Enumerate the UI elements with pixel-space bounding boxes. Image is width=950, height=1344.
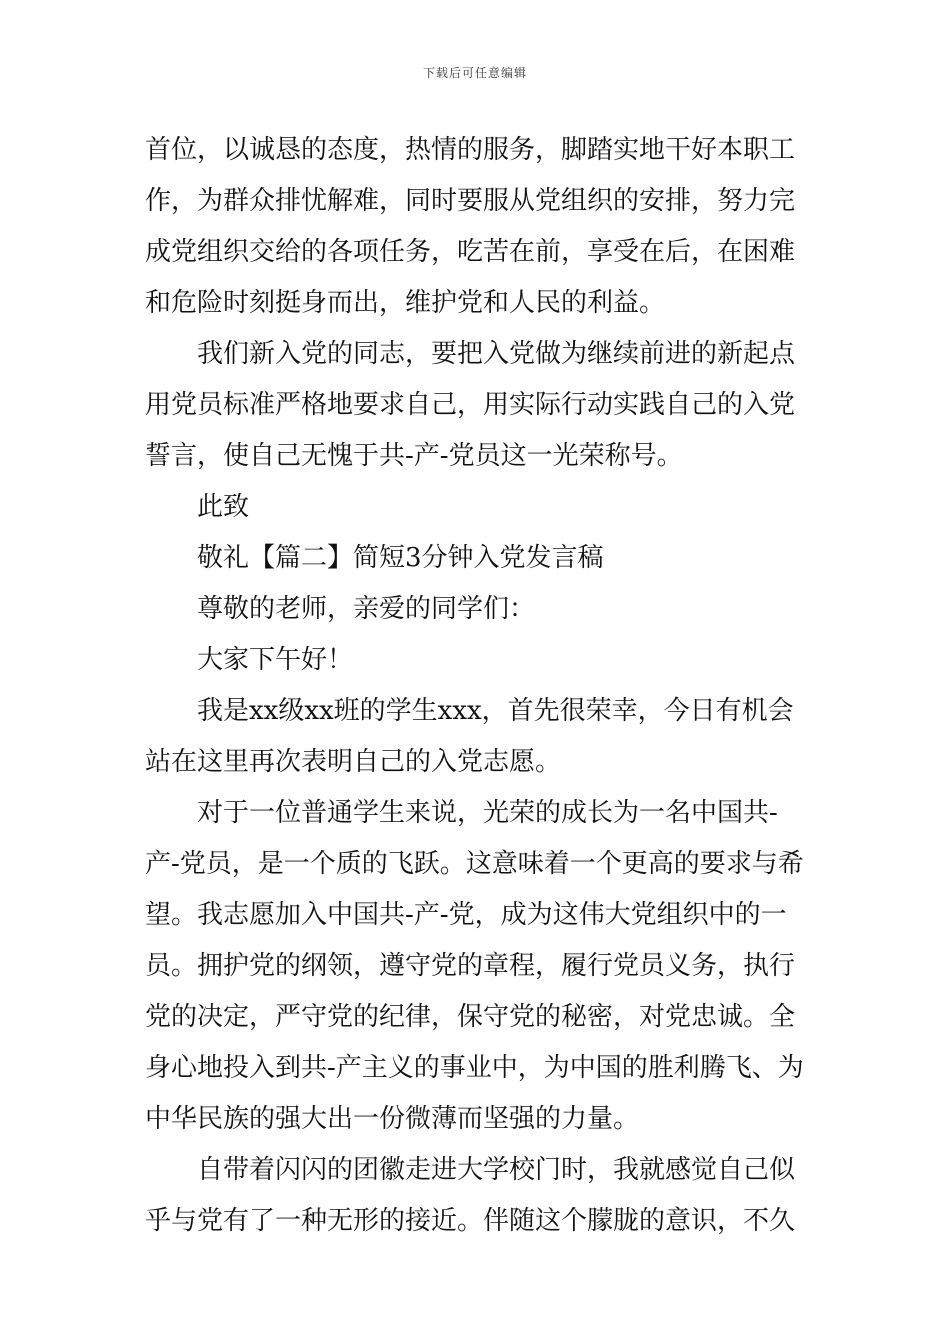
text-line: 对于一位普通学生来说，光荣的成长为一名中国共-	[197, 798, 778, 828]
text-line: 成党组织交给的各项任务，吃苦在前，享受在后，在困难	[145, 237, 796, 267]
text-line: 望。我志愿加入中国共-产-党，成为这伟大党组织中的一	[145, 900, 787, 930]
text-line: 和危险时刻挺身而出，维护党和人民的利益。	[145, 288, 666, 318]
text-line: 用党员标准严格地要求自己，用实际行动实践自己的入党	[145, 390, 796, 420]
text-line: 身心地投入到共-产主义的事业中，为中国的胜利腾飞、为	[145, 1053, 804, 1083]
text-line: 党的决定，严守党的纪律，保守党的秘密，对党忠诚。全	[145, 1002, 796, 1032]
text-line: 我们新入党的同志，要把入党做为继续前进的新起点	[197, 339, 796, 369]
text-line: 自带着闪闪的团徽走进大学校门时，我就感觉自己似	[197, 1155, 796, 1185]
text-line: 誓言，使自己无愧于共-产-党员这一光荣称号。	[145, 441, 683, 471]
text-line: 作，为群众排忧解难，同时要服从党组织的安排，努力完	[145, 186, 796, 216]
text-line: 我是xx级xx班的学生xxx，首先很荣幸，今日有机会	[197, 696, 794, 726]
page-header: 下载后可任意编辑	[422, 66, 527, 80]
text-line: 大家下午好！	[197, 645, 354, 675]
section-heading: 敬礼【篇二】简短3分钟入党发言稿	[197, 543, 604, 573]
text-line: 中华民族的强大出一份微薄而坚强的力量。	[145, 1104, 640, 1134]
text-line: 尊敬的老师，亲爱的同学们：	[197, 594, 536, 624]
text-line: 首位，以诚恳的态度，热情的服务，脚踏实地干好本职工	[145, 135, 796, 165]
text-line: 此致	[197, 492, 250, 522]
text-line: 乎与党有了一种无形的接近。伴随这个朦胧的意识，不久	[145, 1206, 796, 1236]
text-line: 员。拥护党的纲领，遵守党的章程，履行党员义务，执行	[145, 951, 796, 981]
document-body	[145, 125, 810, 1247]
text-line: 产-党员，是一个质的飞跃。这意味着一个更高的要求与希	[145, 849, 804, 879]
text-line: 站在这里再次表明自己的入党志愿。	[145, 747, 562, 777]
